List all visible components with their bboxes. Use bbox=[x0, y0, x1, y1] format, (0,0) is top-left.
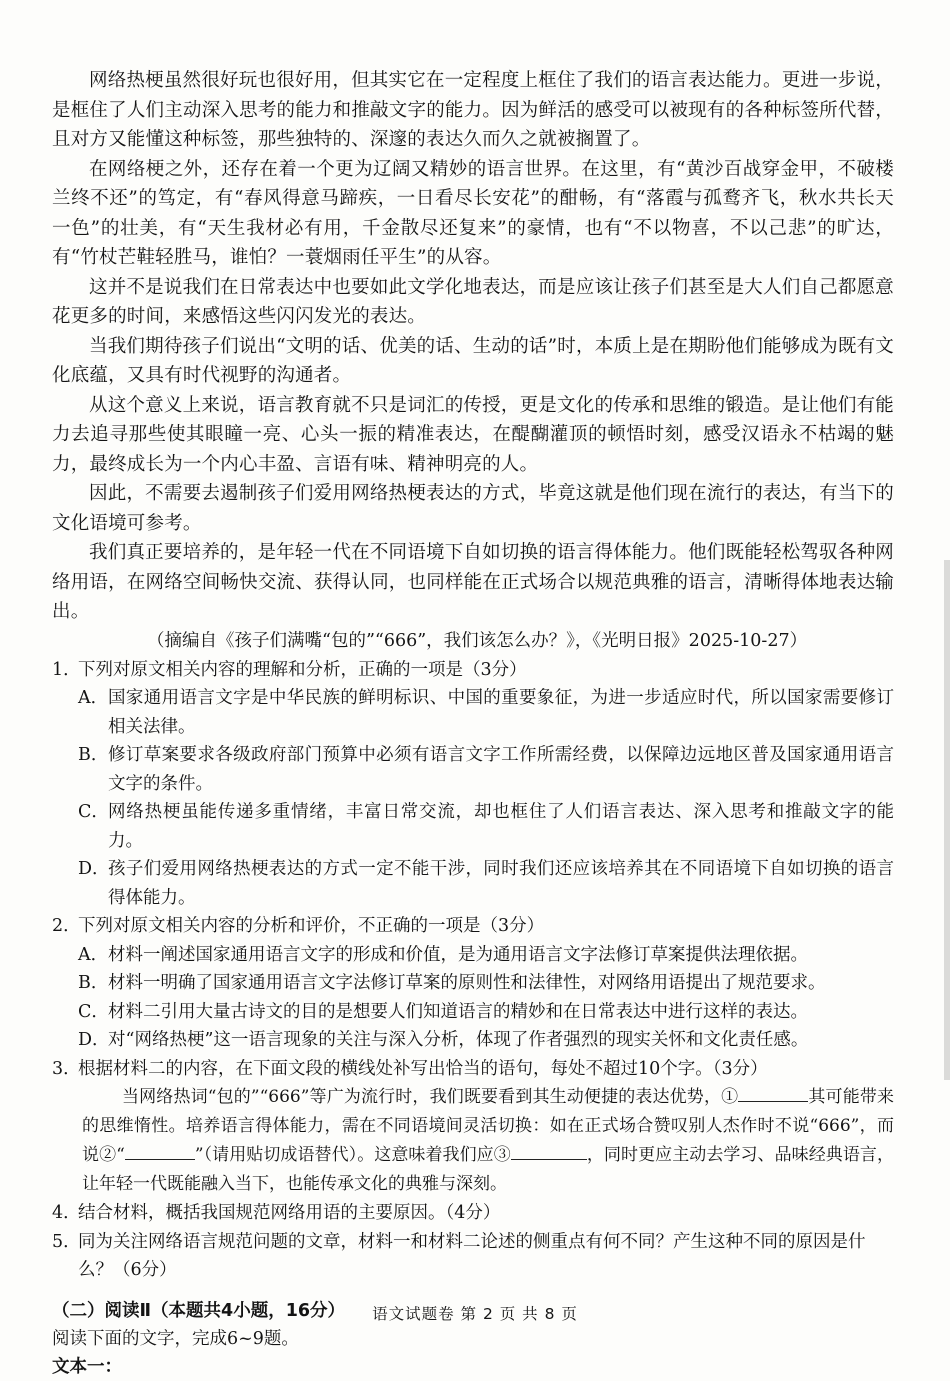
option-key: A． bbox=[78, 944, 109, 965]
option-key: C． bbox=[78, 802, 109, 822]
option-text: 材料二引用大量古诗文的目的是想要人们知道语言的精妙和在日常表达中进行这样的表达。 bbox=[108, 1001, 808, 1022]
answer-blank-2[interactable] bbox=[125, 1141, 195, 1160]
option-2d bbox=[78, 1026, 894, 1055]
option-1a bbox=[78, 684, 894, 741]
question-stem: 结合材料，概括我国规范网络用语的主要原因。（4分） bbox=[78, 1203, 501, 1223]
option-text: 孩子们爱用网络热梗表达的方式一定不能干涉，同时我们还应该培养其在不同语境下自如切换的语言得体能力。 bbox=[108, 859, 894, 908]
option-1d bbox=[78, 855, 894, 912]
paragraph: 从这个意义上来说，语言教育就不只是词汇的传授，更是文化的传承和思维的锻造。是让他们有能力去追寻那些使其眼瞳一亮、心头一振的精准表达，在醍醐灌顶的顿悟时刻，感受汉语永不枯竭的魅力，最终成长为一个内心丰盈、言语有味、精神明亮的人。 bbox=[52, 394, 894, 475]
paragraph: 当我们期待孩子们说出“文明的话、优美的话、生动的话”时，本质上是在期盼他们能够成为既有文化底蕴，又具有时代视野的沟通者。 bbox=[52, 335, 894, 386]
option-key: D． bbox=[78, 1030, 110, 1050]
fill-text-part: ，同时更应主动去学习、品味经典语言，让年轻一代既能融入当下，也能传承文化的典雅与深刻。 bbox=[82, 1145, 894, 1194]
page-footer: 语文试题卷 第 2 页 共 8 页 bbox=[372, 1305, 578, 1323]
question-stem: 下列对原文相关内容的分析和评价，不正确的一项是（3分） bbox=[78, 916, 545, 936]
option-1c bbox=[78, 798, 894, 855]
question-number: 3． bbox=[52, 1058, 81, 1079]
option-text: 国家通用语言文字是中华民族的鲜明标识、中国的重要象征，为进一步适应时代，所以国家需要修订相关法律。 bbox=[108, 688, 894, 737]
section-instruction: 阅读下面的文字，完成6~9题。 bbox=[52, 1328, 299, 1349]
option-key: A． bbox=[78, 688, 109, 708]
question-4 bbox=[52, 1199, 894, 1228]
fill-in-passage bbox=[82, 1083, 894, 1199]
paragraph: 因此，不需要去遏制孩子们爱用网络热梗表达的方式，毕竟这就是他们现在流行的表达，有当下的文化语境可参考。 bbox=[52, 483, 894, 534]
text-label: 文本一： bbox=[52, 1356, 122, 1377]
option-key: B． bbox=[78, 745, 109, 765]
option-1b bbox=[78, 741, 894, 798]
question-stem: 同为关注网络语言规范问题的文章，材料一和材料二论述的侧重点有何不同？产生这种不同的原因是什么？（6分） bbox=[78, 1231, 866, 1280]
option-key: D． bbox=[78, 859, 110, 879]
question-1 bbox=[52, 656, 894, 685]
question-stem: 根据材料二的内容，在下面文段的横线处补写出恰当的语句，每处不超过10个字。（3分） bbox=[78, 1058, 768, 1079]
option-text: 对“网络热梗”这一语言现象的关注与深入分析，体现了作者强烈的现实关怀和文化责任感。 bbox=[108, 1030, 809, 1050]
page-edge-shadow bbox=[944, 560, 950, 1080]
fill-text-part: 其可能带来的思维惰性。培养语言得体能力，需在不同语境间灵活切换：如在正式场合赞叹别人杰作时不说“666”，而说②“ bbox=[82, 1087, 894, 1165]
question-stem: 下列对原文相关内容的理解和分析，正确的一项是（3分） bbox=[78, 659, 527, 680]
fill-text-part: 当网络热词“包的”“666”等广为流行时，我们既要看到其生动便捷的表达优势，① bbox=[122, 1087, 739, 1107]
answer-blank-1[interactable] bbox=[738, 1083, 808, 1102]
option-text: 网络热梗虽能传递多重情绪，丰富日常交流，却也框住了人们语言表达、深入思考和推敲文字的能力。 bbox=[108, 802, 894, 851]
question-3 bbox=[52, 1055, 894, 1084]
option-text: 修订草案要求各级政府部门预算中必须有语言文字工作所需经费，以保障边远地区普及国家通用语言文字的条件。 bbox=[108, 745, 894, 794]
question-2 bbox=[52, 912, 894, 941]
option-text: 材料一阐述国家通用语言文字的形成和价值，是为通用语言文字法修订草案提供法理依据。 bbox=[108, 944, 808, 965]
option-key: C． bbox=[78, 1001, 109, 1022]
question-number: 4． bbox=[52, 1203, 81, 1223]
paragraph: 网络热梗虽然很好玩也很好用，但其实它在一定程度上框住了我们的语言表达能力。更进一步说，是框住了人们主动深入思考的能力和推敲文字的能力。因为鲜活的感受可以被现有的各种标签所代替，且对方又能懂这种标签，那些独特的、深邃的表达久而久之就被搁置了。 bbox=[52, 70, 894, 150]
paragraph: 在网络梗之外，还存在着一个更为辽阔又精妙的语言世界。在这里，有“黄沙百战穿金甲，不破楼兰终不还”的笃定，有“春风得意马蹄疾，一日看尽长安花”的酣畅，有“落霞与孤鹜齐飞，秋水共长天一色”的壮美，有“天生我材必有用，千金散尽还复来”的豪情，也有“不以物喜，不以己悲”的旷达，有“竹杖芒鞋轻胜马，谁怕？一蓑烟雨任平生”的从容。 bbox=[52, 158, 894, 268]
source-citation: （摘编自《孩子们满嘴“包的”“666”，我们该怎么办？》，《光明日报》2025-10-27） bbox=[147, 630, 808, 651]
option-2b bbox=[78, 969, 894, 998]
question-5 bbox=[52, 1228, 894, 1285]
paragraph: 我们真正要培养的，是年轻一代在不同语境下自如切换的语言得体能力。他们既能轻松驾驭各种网络用语，在网络空间畅快交流、获得认同，也同样能在正式场合以规范典雅的语言，清晰得体地表达输出。 bbox=[52, 542, 894, 622]
answer-blank-3[interactable] bbox=[511, 1141, 587, 1160]
question-number: 5． bbox=[52, 1231, 81, 1252]
fill-text-part: ”（请用贴切成语替代）。这意味着我们应③ bbox=[194, 1145, 511, 1165]
option-2a bbox=[78, 941, 894, 970]
option-2c bbox=[78, 998, 894, 1027]
paragraph: 这并不是说我们在日常表达中也要如此文学化地表达，而是应该让孩子们甚至是大人们自己都愿意花更多的时间，来感悟这些闪闪发光的表达。 bbox=[52, 276, 894, 327]
section-heading: （二）阅读Ⅱ（本题共4小题，16分） bbox=[52, 1300, 346, 1321]
question-number: 2． bbox=[52, 916, 81, 936]
page-content bbox=[52, 66, 894, 1381]
question-number: 1． bbox=[52, 659, 81, 680]
option-text: 材料一明确了国家通用语言文字法修订草案的原则性和法律性，对网络用语提出了规范要求。 bbox=[108, 973, 826, 993]
option-key: B． bbox=[78, 973, 109, 993]
